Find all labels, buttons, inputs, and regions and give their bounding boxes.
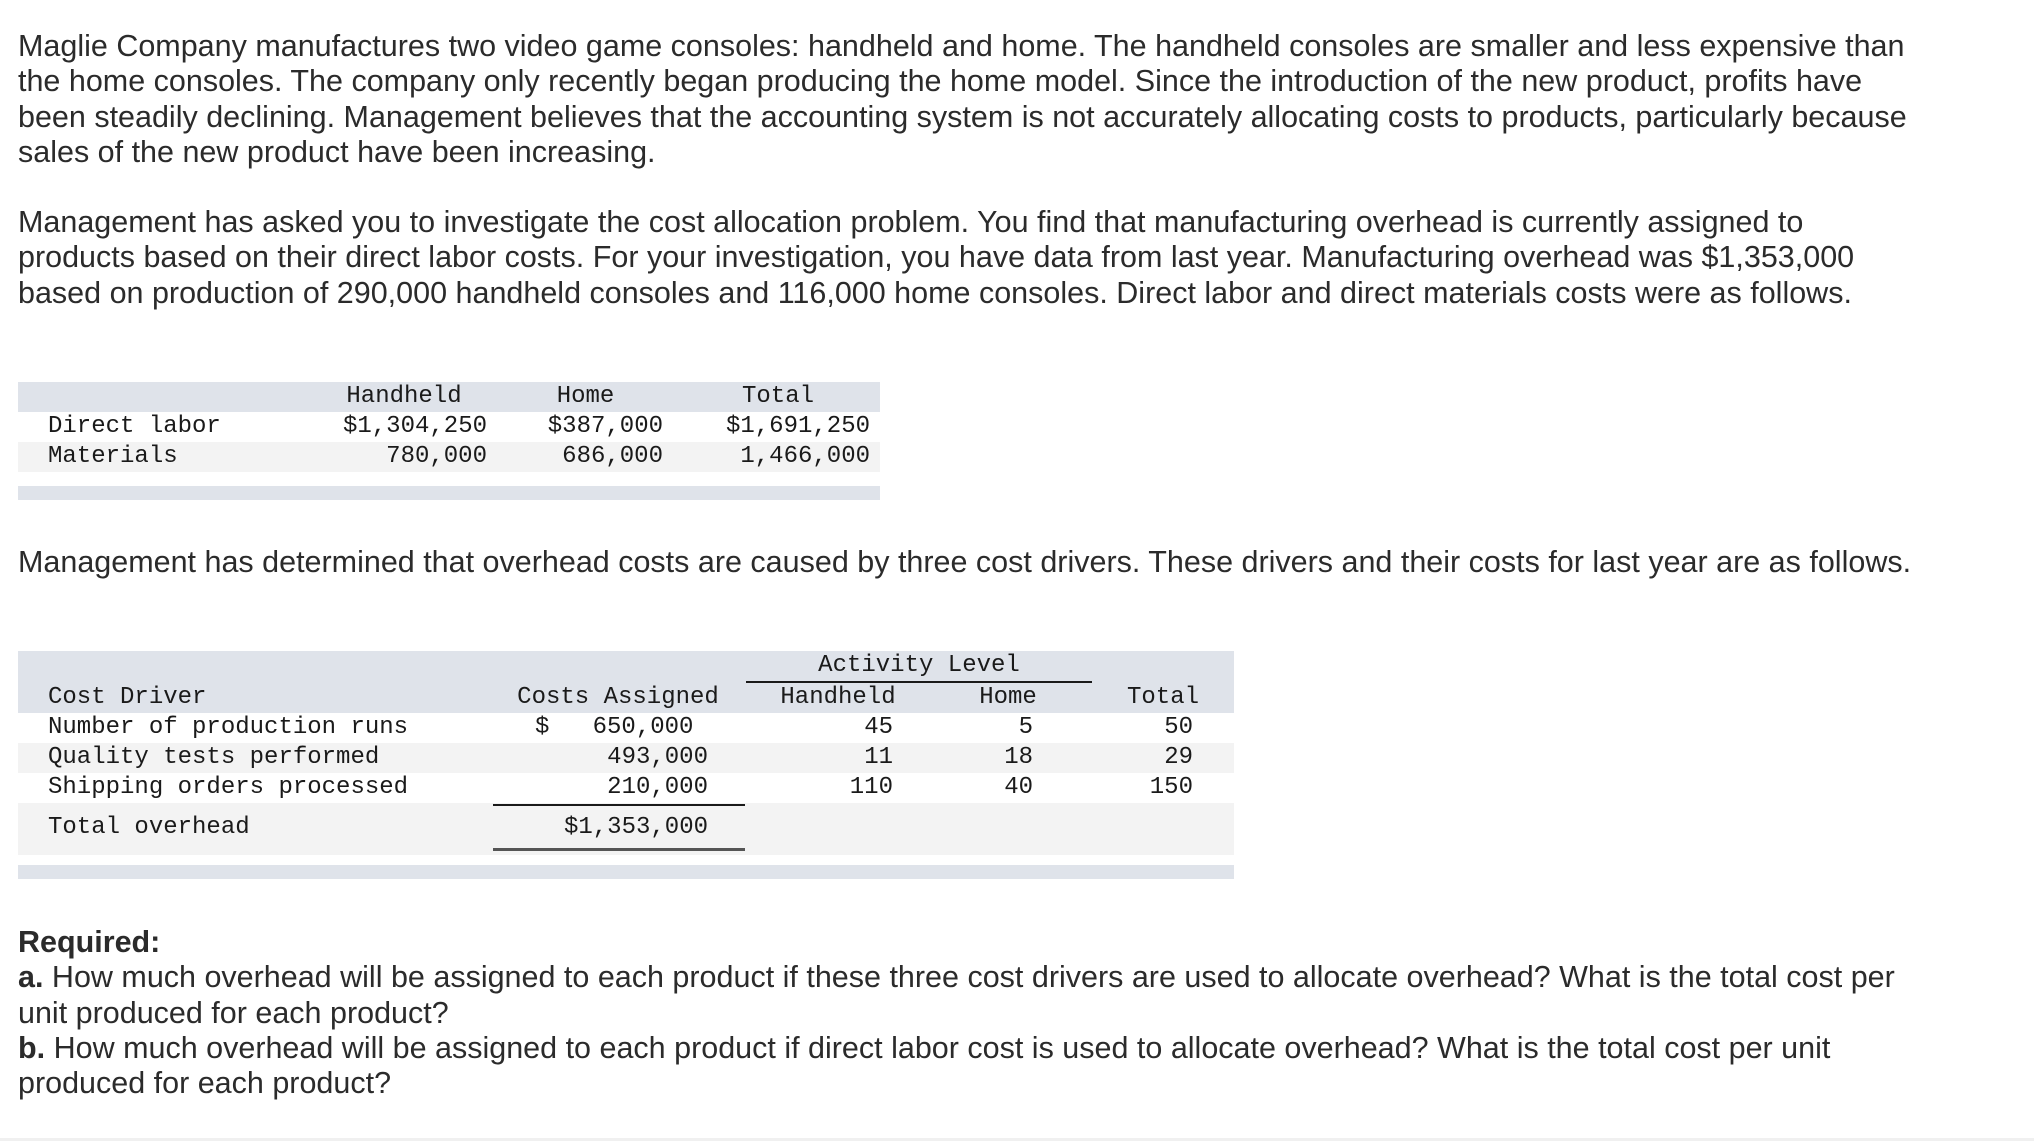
question-b: [18, 1031, 1938, 1102]
cost-drivers-paragraph: Management has determined that overhead costs are caused by three cost drivers. These drivers and their costs for last year are as follows.: [18, 545, 1912, 579]
page-bottom-divider: [0, 1138, 2034, 1141]
cost-shipping-orders: 210,000: [607, 774, 708, 801]
cell-direct-labor-total: $1,691,250: [725, 413, 870, 440]
row-label-direct-labor: Direct labor: [48, 413, 221, 440]
driver-label-production-runs: Number of production runs: [48, 714, 409, 741]
cell-direct-labor-home: $387,000: [547, 413, 663, 440]
cost-quality-tests: 493,000: [607, 744, 708, 771]
question-a: [18, 960, 1938, 1031]
col-header-handheld: Handheld: [346, 383, 462, 410]
handheld-quality-tests: 11: [864, 744, 893, 771]
activity-level-header: Activity Level: [818, 652, 1020, 679]
col-header-handheld: Handheld: [780, 684, 896, 711]
cell-materials-home: 686,000: [562, 443, 663, 470]
cell-materials-total: 1,466,000: [740, 443, 870, 470]
labor-materials-table: [18, 382, 880, 500]
cost-drivers-table: [18, 651, 1234, 879]
required-title: Required:: [18, 925, 161, 959]
home-production-runs: 5: [1018, 714, 1033, 741]
col-header-total: Total: [741, 383, 814, 410]
driver-label-shipping-orders: Shipping orders processed: [48, 774, 409, 801]
total-shipping-orders: 150: [1149, 774, 1193, 801]
question-b-text: How much overhead will be assigned to each product if direct labor cost is used to allocate overhead? What is the total cost per unit produced for each product?: [18, 1030, 1831, 1101]
table-footer-band: [18, 486, 880, 500]
subtotal-underline: [493, 804, 745, 806]
table-footer-band: [18, 865, 1234, 879]
driver-label-quality-tests: Quality tests performed: [48, 744, 380, 771]
col-header-cost-driver: Cost Driver: [48, 684, 207, 711]
cell-direct-labor-handheld: $1,304,250: [342, 413, 487, 440]
home-shipping-orders: 40: [1004, 774, 1033, 801]
total-overhead-label: Total overhead: [48, 814, 250, 841]
col-header-home: Home: [556, 383, 615, 410]
total-overhead-value: $1,353,000: [563, 814, 708, 841]
intro-paragraph: Maglie Company manufactures two video game consoles: handheld and home. The handheld consoles are smaller and less expensive than the home consoles. The company only recently began producing the home model. Since the introduction of the new product, profits have been steadily declining. Management believes that the accounting system is not accurately allocating costs to products, particularly because sales of the new product have been increasing.: [18, 29, 1907, 169]
home-quality-tests: 18: [1004, 744, 1033, 771]
total-double-underline: [493, 848, 745, 851]
handheld-production-runs: 45: [864, 714, 893, 741]
total-production-runs: 50: [1164, 714, 1193, 741]
question-a-text: How much overhead will be assigned to each product if these three cost drivers are used to allocate overhead? What is the total cost per unit produced for each product?: [18, 960, 1895, 1030]
row-label-materials: Materials: [48, 443, 178, 470]
investigation-paragraph: Management has asked you to investigate the cost allocation problem. You find that manufacturing overhead is currently assigned to products based on their direct labor costs. For your investigation, you have data from last year. Manufacturing overhead was $1,353,000 based on production of 290,000 handheld consoles and 116,000 home consoles. Direct labor and direct materials costs were as follows.: [18, 205, 1855, 310]
col-header-costs-assigned: Costs Assigned: [517, 684, 719, 711]
cell-materials-handheld: 780,000: [386, 443, 487, 470]
required-section: [18, 925, 1938, 1101]
cost-production-runs: $ 650,000: [535, 714, 694, 741]
col-header-home: Home: [979, 684, 1037, 711]
question-b-marker: b.: [18, 1030, 46, 1065]
total-quality-tests: 29: [1164, 744, 1193, 771]
question-a-marker: a.: [18, 960, 44, 995]
col-header-total: Total: [1126, 684, 1199, 711]
handheld-shipping-orders: 110: [849, 774, 893, 801]
